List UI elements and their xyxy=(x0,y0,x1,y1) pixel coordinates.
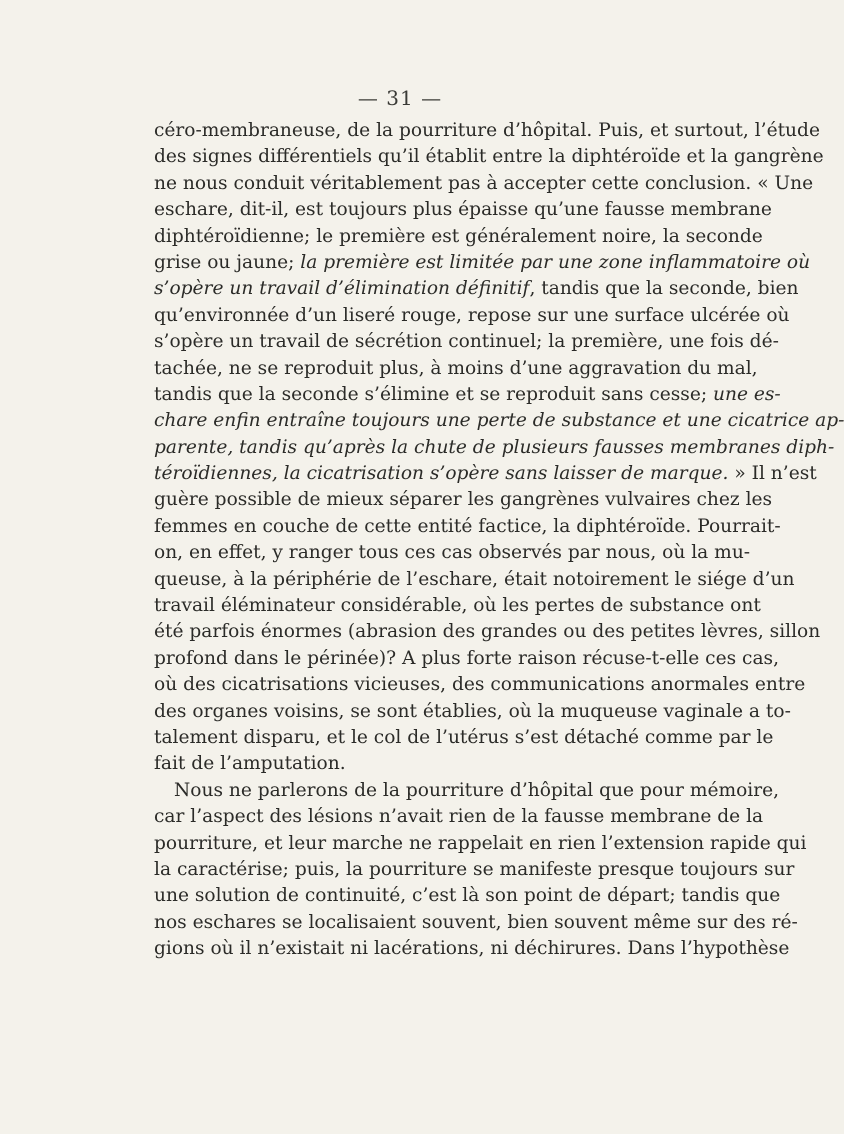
italic-run: s’opère un travail d’élimination définitif xyxy=(154,278,530,300)
text-line xyxy=(154,540,751,566)
text-line xyxy=(154,356,758,382)
text-line xyxy=(154,276,799,302)
text-line xyxy=(154,171,814,197)
text-line xyxy=(154,487,773,513)
text-run: où des cicatrisations vicieuses, des communications anormales entre xyxy=(154,674,806,696)
text-line xyxy=(154,303,790,329)
text-run: diphtéroïdienne; le première est généralement noire, la seconde xyxy=(154,225,763,247)
text-line xyxy=(154,197,772,223)
body-text xyxy=(154,118,844,963)
text-line xyxy=(154,725,774,751)
text-run: , tandis que la seconde, bien xyxy=(529,278,799,300)
text-run: s’opère un travail de sécrétion continuel; la première, une fois dé- xyxy=(154,331,779,353)
text-run: tandis que la seconde s’élimine et se reproduit sans cesse; xyxy=(154,383,713,405)
text-run: car l’aspect des lésions n’avait rien de la fausse membrane de la xyxy=(154,806,764,828)
text-line xyxy=(154,936,790,962)
italic-run: la première est limitée par une zone inflammatoire où xyxy=(300,251,811,273)
text-run: guère possible de mieux séparer les gangrènes vulvaires chez les xyxy=(154,489,773,511)
text-run: nos eschares se localisaient souvent, bien souvent même sur des ré- xyxy=(154,911,798,933)
text-run: queuse, à la périphérie de l’eschare, était notoirement le siége d’un xyxy=(154,568,795,590)
text-line xyxy=(154,619,821,645)
text-line xyxy=(154,778,780,804)
italic-run: parente, tandis qu’après la chute de plusieurs fausses membranes diph- xyxy=(154,436,835,458)
text-run: » Il n’est xyxy=(728,463,817,485)
paragraph xyxy=(154,118,844,778)
text-line xyxy=(154,224,763,250)
text-line xyxy=(154,435,835,461)
text-run: des organes voisins, se sont établies, où la muqueuse vaginale a to- xyxy=(154,700,791,722)
text-line xyxy=(154,646,779,672)
text-line xyxy=(154,699,791,725)
italic-run: chare enfin entraîne toujours une perte de substance et une cicatrice ap- xyxy=(154,410,844,432)
text-run: pourriture, et leur marche ne rappelait en rien l’extension rapide qui xyxy=(154,832,807,854)
text-run: ne nous conduit véritablement pas à accepter cette conclusion. « Une xyxy=(154,172,814,194)
text-run: femmes en couche de cette entité factice, la diphtéroïde. Pourrait- xyxy=(154,515,781,537)
text-line xyxy=(154,857,795,883)
text-run: eschare, dit-il, est toujours plus épaisse qu’une fausse membrane xyxy=(154,199,772,221)
text-line xyxy=(154,831,807,857)
text-line xyxy=(154,514,781,540)
text-line xyxy=(154,250,811,276)
italic-run: téroïdiennes, la cicatrisation s’opère sans laisser de marque. xyxy=(154,463,729,485)
text-run: été parfois énormes (abrasion des grandes ou des petites lèvres, sillon xyxy=(154,621,821,643)
text-line xyxy=(154,910,798,936)
text-line xyxy=(154,883,781,909)
text-run: travail éléminateur considérable, où les pertes de substance ont xyxy=(154,595,761,617)
text-run: une solution de continuité, c’est là son point de départ; tandis que xyxy=(154,885,781,907)
text-run: des signes différentiels qu’il établit entre la diphtéroïde et la gangrène xyxy=(154,146,824,168)
text-line xyxy=(154,567,795,593)
text-run: Nous ne parlerons de la pourriture d’hôpital que pour mémoire, xyxy=(174,779,780,801)
text-line xyxy=(154,751,702,777)
text-line xyxy=(154,593,761,619)
text-line xyxy=(154,329,779,355)
text-line xyxy=(154,144,824,170)
text-line xyxy=(154,408,844,434)
paragraph xyxy=(154,778,807,963)
text-run: on, en effet, y ranger tous ces cas observés par nous, où la mu- xyxy=(154,542,751,564)
text-run: qu’environnée d’un liseré rouge, repose sur une surface ulcérée où xyxy=(154,304,790,326)
italic-run: une es- xyxy=(713,383,781,405)
text-run: fait de l’amputation. xyxy=(154,753,346,775)
text-line xyxy=(154,118,820,144)
text-run: gions où il n’existait ni lacérations, ni déchirures. Dans l’hypothèse xyxy=(154,938,790,960)
text-line xyxy=(154,461,817,487)
text-run: la caractérise; puis, la pourriture se manifeste presque toujours sur xyxy=(154,858,795,880)
text-line xyxy=(154,382,781,408)
text-run: céro-membraneuse, de la pourriture d’hôpital. Puis, et surtout, l’étude xyxy=(154,120,820,141)
text-line xyxy=(154,672,806,698)
text-run: talement disparu, et le col de l’utérus s’est détaché comme par le xyxy=(154,726,774,748)
text-run: grise ou jaune; xyxy=(154,251,301,273)
text-run: tachée, ne se reproduit plus, à moins d’une aggravation du mal, xyxy=(154,357,758,379)
text-run: profond dans le périnée)? A plus forte raison récuse-t-elle ces cas, xyxy=(154,647,779,669)
page-number: — 31 — xyxy=(357,86,443,110)
text-line xyxy=(154,804,764,830)
